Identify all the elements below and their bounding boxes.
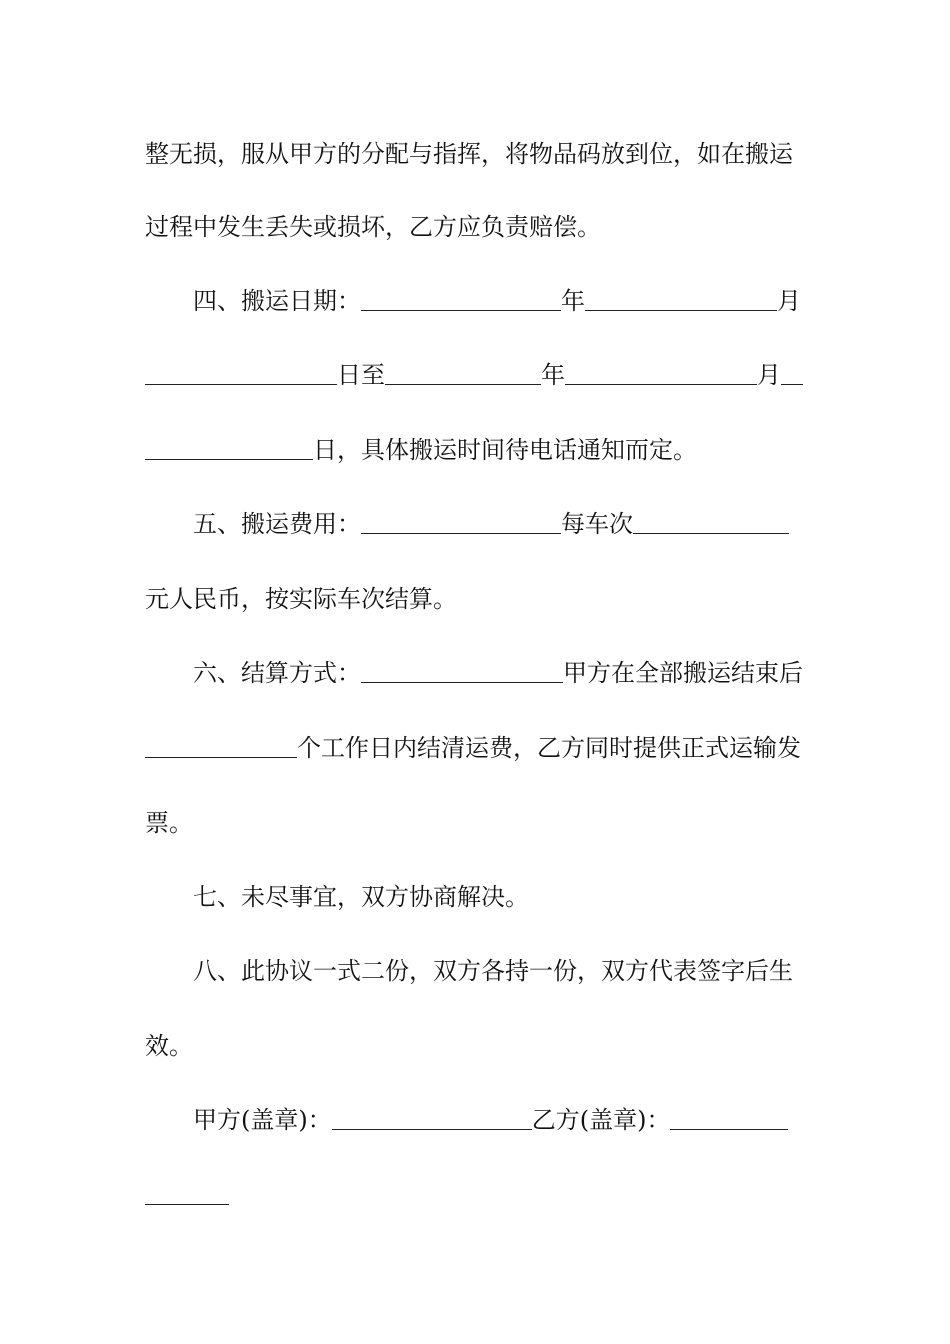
party-b-label: 乙方(盖章)： — [531, 1106, 671, 1134]
clause-five-label: 五、搬运费用： — [193, 510, 361, 538]
start-month-blank[interactable] — [585, 286, 777, 311]
clause-eight-line-2 — [145, 1029, 805, 1063]
per-trip-label: 每车次 — [561, 510, 633, 538]
start-year-blank[interactable] — [361, 286, 561, 311]
end-day-blank[interactable] — [781, 360, 803, 385]
clause-three-continuation: 整无损，服从甲方的分配与指挥，将物品码放到位，如在搬运 — [145, 140, 793, 168]
party-b-signature-blank-continued[interactable] — [145, 1180, 229, 1205]
settlement-method-blank[interactable] — [361, 658, 563, 683]
paragraph-line — [145, 210, 805, 244]
party-a-signature-blank[interactable] — [332, 1105, 532, 1130]
paragraph-line — [145, 137, 805, 171]
clause-three-end: 过程中发生丢失或损坏，乙方应负责赔偿。 — [145, 213, 601, 241]
clause-six-continuation: 个工作日内结清运费，乙方同时提供正式运输发 — [297, 734, 801, 762]
signature-line-continued — [145, 1178, 805, 1212]
working-days-blank[interactable] — [145, 733, 297, 758]
month-label: 月 — [757, 361, 781, 389]
clause-seven-line — [193, 880, 805, 914]
clause-four-label: 四、搬运日期： — [193, 287, 361, 315]
clause-six-label: 六、结算方式： — [193, 659, 361, 687]
party-a-label: 甲方(盖章)： — [193, 1106, 332, 1134]
clause-four-line-1 — [193, 284, 805, 318]
end-day-blank-continued[interactable] — [145, 435, 313, 460]
clause-seven: 七、未尽事宜，双方协商解决。 — [193, 883, 529, 911]
clause-five-tail: 元人民币，按实际车次结算。 — [145, 585, 457, 613]
year-label: 年 — [561, 287, 585, 315]
party-b-signature-blank[interactable] — [670, 1105, 788, 1130]
end-year-blank[interactable] — [385, 360, 541, 385]
clause-six-line-1 — [193, 656, 805, 690]
clause-six-mid: 甲方在全部搬运结束后 — [563, 659, 803, 687]
end-month-blank[interactable] — [565, 360, 757, 385]
clause-five-line-2 — [145, 582, 805, 616]
clause-eight: 八、此协议一式二份，双方各持一份，双方代表签字后生 — [193, 957, 793, 985]
clause-four-line-3 — [145, 433, 805, 467]
fee-amount-blank[interactable] — [633, 509, 789, 534]
year-label: 年 — [541, 361, 565, 389]
clause-six-line-2 — [145, 731, 805, 765]
month-label: 月 — [777, 287, 801, 315]
day-to-label: 日至 — [337, 361, 385, 389]
start-day-blank[interactable] — [145, 360, 337, 385]
fee-blank[interactable] — [361, 509, 561, 534]
clause-eight-end: 效。 — [145, 1032, 193, 1060]
clause-six-end: 票。 — [145, 809, 193, 837]
signature-line — [193, 1103, 805, 1137]
clause-six-line-3 — [145, 806, 805, 840]
clause-four-line-2 — [145, 358, 805, 392]
clause-four-tail: 日，具体搬运时间待电话通知而定。 — [313, 436, 697, 464]
clause-five-line-1 — [193, 507, 805, 541]
clause-eight-line-1 — [193, 954, 805, 988]
